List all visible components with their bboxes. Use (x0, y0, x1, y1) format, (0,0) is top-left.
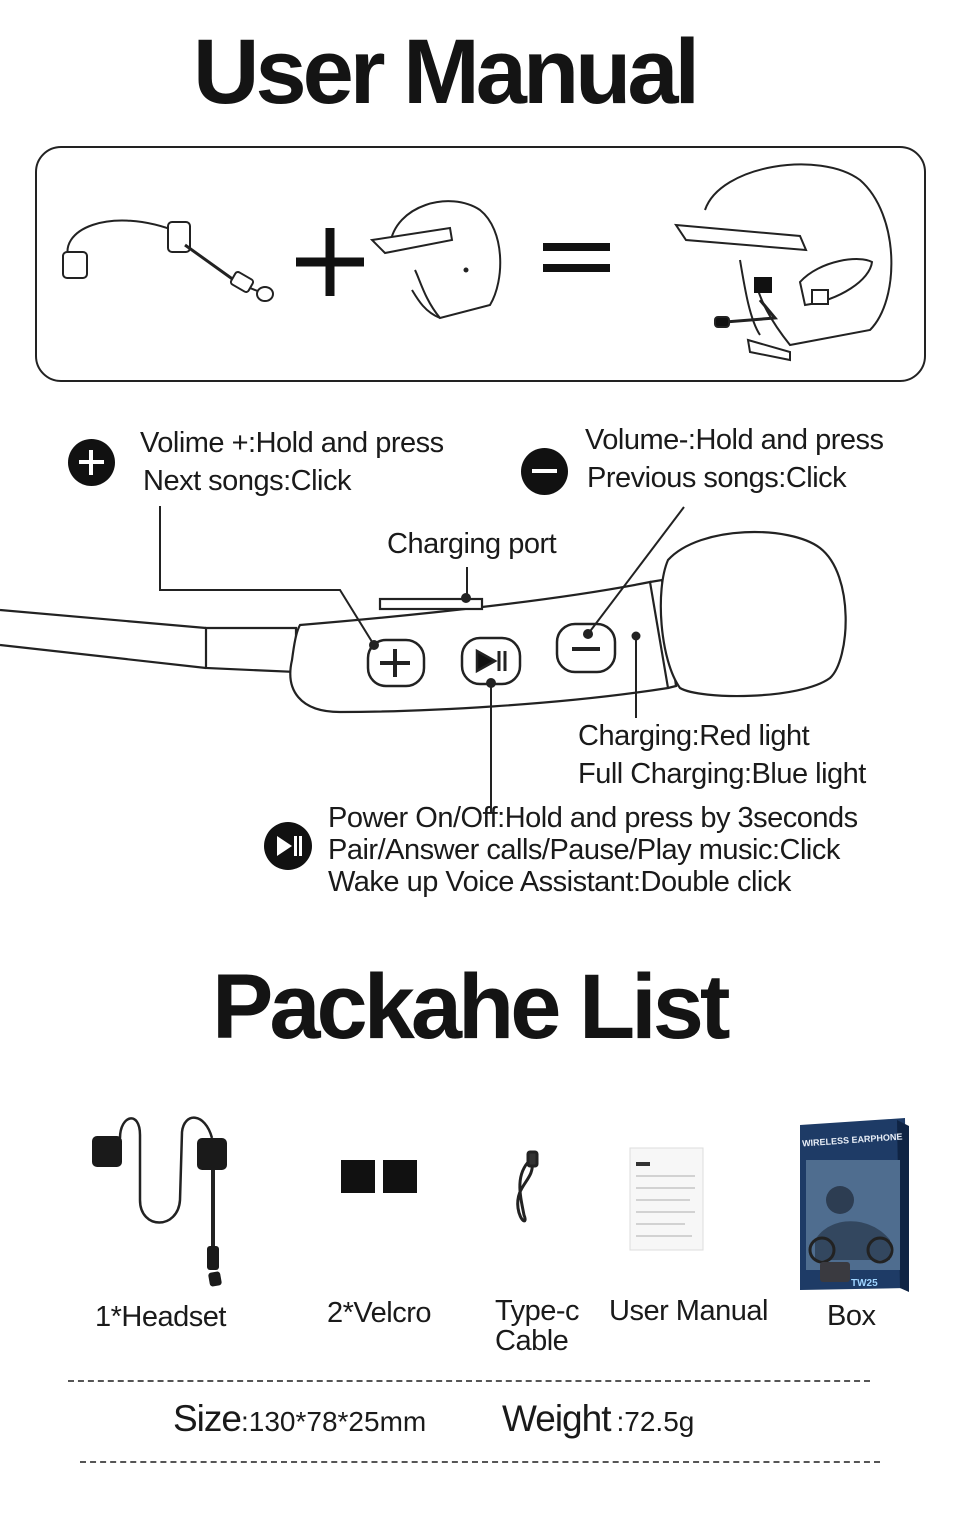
divider-bottom (80, 1461, 880, 1463)
volume-minus-hold-text: Volume-:Hold and press (585, 424, 884, 456)
manual-sheet-drawing (630, 1148, 703, 1250)
volume-plus-hold-text: Volime +:Hold and press (140, 427, 444, 459)
next-song-text: Next songs:Click (143, 465, 351, 497)
manual-title: User Manual (193, 21, 697, 123)
package-item-type-c-cable (495, 1296, 579, 1356)
weight-label: Weight (502, 1398, 611, 1439)
type-c-cable-drawing (518, 1152, 537, 1221)
box-header-text: WIRELESS EARPHONE (801, 1131, 903, 1149)
previous-song-text: Previous songs:Click (587, 462, 847, 494)
divider-top (68, 1380, 870, 1382)
box-model-text: TW25 (851, 1278, 878, 1289)
charging-port-label: Charging port (387, 528, 557, 560)
package-item-headset: 1*Headset (95, 1301, 226, 1333)
package-item-velcro: 2*Velcro (327, 1297, 432, 1329)
type-c-label-line2: Cable (495, 1325, 569, 1357)
pair-answer-text: Pair/Answer calls/Pause/Play music:Click (328, 834, 840, 866)
weight-value: :72.5g (616, 1406, 695, 1437)
package-item-user-manual: User Manual (609, 1295, 768, 1327)
velcro-piece-2 (383, 1160, 417, 1193)
voice-assistant-text: Wake up Voice Assistant:Double click (328, 866, 791, 898)
package-item-box: Box (827, 1300, 876, 1332)
size-value: :130*78*25mm (240, 1406, 427, 1437)
power-on-off-text: Power On/Off:Hold and press by 3seconds (328, 802, 858, 834)
size-label: Size (173, 1398, 241, 1439)
weight-spec (502, 1398, 694, 1440)
full-charging-blue-text: Full Charging:Blue light (578, 758, 866, 790)
charging-red-text: Charging:Red light (578, 720, 810, 752)
velcro-piece-1 (341, 1160, 375, 1193)
package-title: Packahe List (212, 956, 727, 1058)
size-spec (173, 1398, 426, 1440)
type-c-label-line1: Type-c (495, 1295, 580, 1327)
